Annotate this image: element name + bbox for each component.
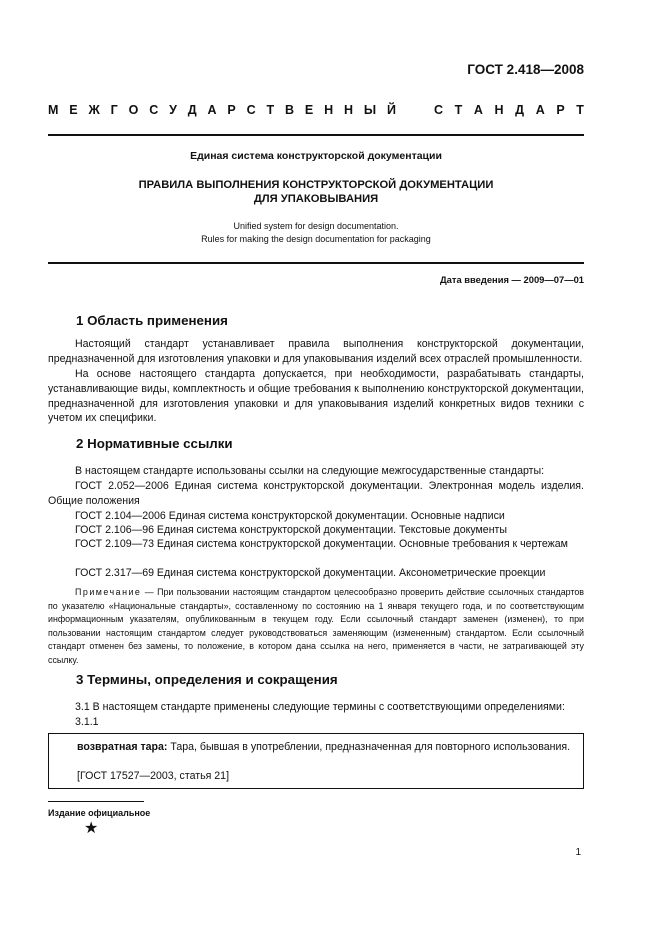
section-3-heading: 3 Термины, определения и сокращения [76,672,338,687]
page-number: 1 [575,847,581,858]
footer-rule [48,801,144,802]
interstate-standard-banner [48,103,584,117]
reference-1: ГОСТ 2.052—2006 Единая система конструкторской документации. Электронная модель изделия. Общие положения [48,480,584,507]
star-icon: ★ [84,820,99,837]
section-1-paragraph-1: Настоящий стандарт устанавливает правила выполнения конструкторской документации, предназначенной для изготовления упаковки и для упаковывания изделий всех отраслей промышленности. [48,338,584,365]
title-rule [48,262,584,264]
reference-2: ГОСТ 2.104—2006 Единая система конструкторской документации. Основные надписи [75,510,505,522]
english-title [48,220,584,246]
interstate-word: М Е Ж Г О С У Д А Р С Т В Е Н Н Ы Й [48,103,396,117]
section-1-heading: 1 Область применения [76,313,228,328]
section-3-1-1: 3.1.1 [75,716,99,728]
standard-word: С Т А Н Д А Р Т [434,103,584,117]
document-title [48,178,584,206]
definition-source: [ГОСТ 17527—2003, статья 21] [77,770,230,782]
term: возвратная тара: [77,741,168,753]
title-line-2: ДЛЯ УПАКОВЫВАНИЯ [253,193,379,205]
reference-5: ГОСТ 2.317—69 Единая система конструкторской документации. Аксонометрические проекции [75,567,546,579]
reference-3: ГОСТ 2.106—96 Единая система конструкторской документации. Текстовые документы [75,524,508,536]
title-line-1: ПРАВИЛА ВЫПОЛНЕНИЯ КОНСТРУКТОРСКОЙ ДОКУМЕНТАЦИИ [138,179,494,191]
official-edition: Издание официальное [48,808,151,818]
section-3-1: 3.1 В настоящем стандарте применены следующие термины с соответствующими определениями: [75,701,565,713]
english-title-line-2: Rules for making the design documentation for packaging [201,234,431,244]
top-rule [48,134,584,136]
note: Примечание — При пользовании настоящим стандартом целесообразно проверить действие ссылочных стандартов по указателю «Национальные стандарты», составленному по состоянию на 1 января текущего года, и по соответствующим информационным указателям, опубликованным в текущем году. Если ссылочный стандарт заменен (изменен), то при пользовании настоящим стандартом следует руководствоваться заменяющим (измененным) стандартом. Если ссылочный стандарт отменен без замены, то положение, в котором дана ссылка на него, применяется в части, не затрагивающей эту ссылку. [48,587,584,665]
gost-code: ГОСТ 2.418—2008 [467,62,584,77]
introduction-date: Дата введения — 2009—07—01 [439,274,584,285]
english-title-line-1: Unified system for design documentation. [233,221,399,231]
definition-text: возвратная тара: Тара, бывшая в употреблении, предназначенная для повторного использования. [77,741,571,753]
reference-4: ГОСТ 2.109—73 Единая система конструкторской документации. Основные требования к чертежам [75,538,568,550]
section-2-intro: В настоящем стандарте использованы ссылки на следующие межгосударственные стандарты: [75,465,545,477]
system-name: Единая система конструкторской документации [190,150,442,162]
section-1-paragraph-2: На основе настоящего стандарта допускается, при необходимости, разрабатывать стандарты, устанавливающие виды, комплектность и общие требования к выполнению конструкторской документации, предназначенной для изготовления упаковки и для упаковывания изделий конкретных видов техники с учетом их специфики. [48,368,584,425]
section-2-heading: 2 Нормативные ссылки [76,436,233,451]
note-label: Примечание [75,587,142,597]
